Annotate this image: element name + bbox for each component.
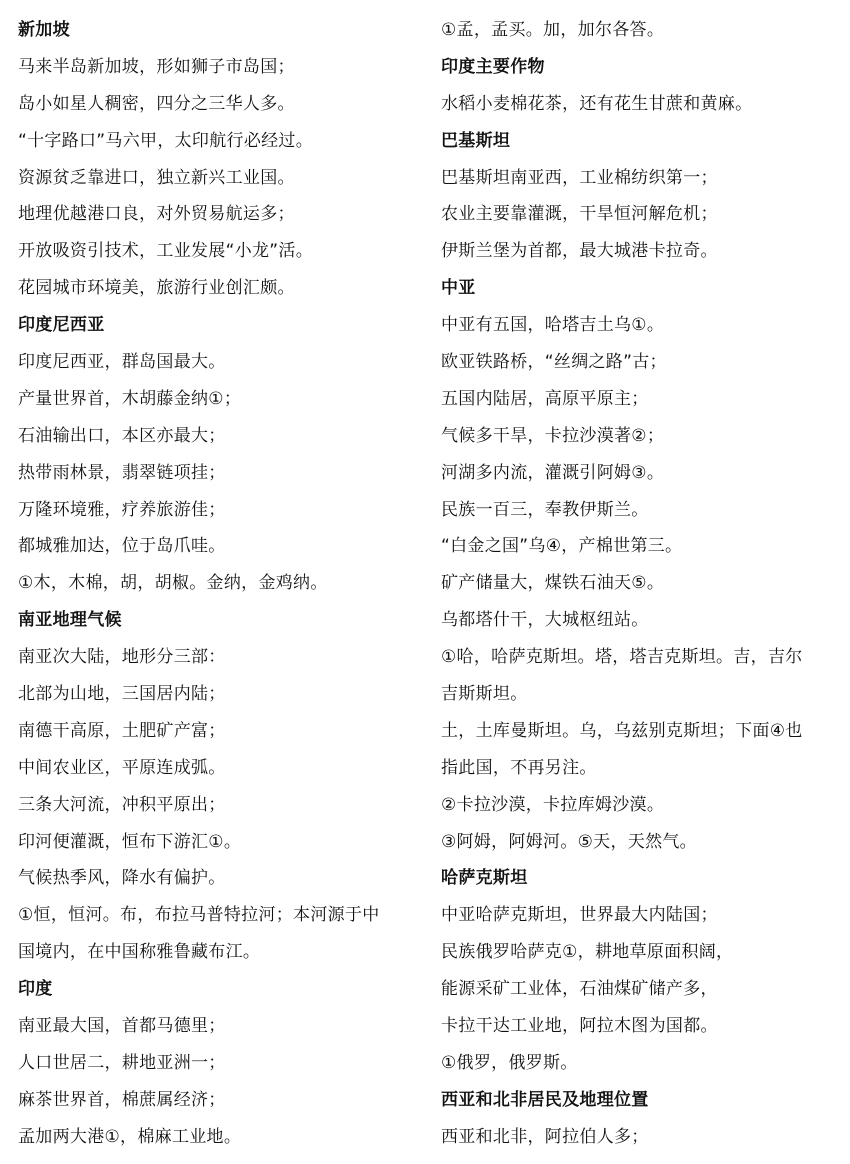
text-line: ①哈，哈萨克斯坦。塔，塔吉克斯坦。吉，吉尔 — [441, 647, 803, 668]
text-line: 吉斯斯坦。 — [441, 684, 528, 705]
text-line: 巴基斯坦南亚西，工业棉纺织第一； — [441, 167, 718, 188]
text-line: ②卡拉沙漠，卡拉库姆沙漠。 — [441, 794, 665, 815]
text-line: 西亚和北非，阿拉伯人多； — [441, 1126, 649, 1147]
text-line: 热带雨林景，翡翠链项挂； — [18, 462, 226, 483]
text-line: “十字路口”马六甲，太印航行必经过。 — [18, 130, 314, 151]
text-line: 石油输出口，本区亦最大； — [18, 425, 226, 446]
text-line: 土，土库曼斯坦。乌，乌兹别克斯坦；下面④也 — [441, 720, 803, 741]
text-line: 地理优越港口良，对外贸易航运多； — [18, 204, 295, 225]
section-heading: 中亚 — [441, 278, 476, 299]
text-line: 南亚次大陆，地形分三部： — [18, 647, 226, 668]
text-line: 能源采矿工业体，石油煤矿储产多， — [441, 979, 718, 1000]
text-line: 矿产储量大，煤铁石油天⑤。 — [441, 573, 665, 594]
text-line: ①孟，孟买。加，加尔各答。 — [441, 20, 665, 40]
text-line: 五国内陆居，高原平原主； — [441, 388, 649, 409]
text-line: 卡拉干达工业地，阿拉木图为国都。 — [441, 1016, 718, 1037]
text-line: 北部为山地，三国居内陆； — [18, 684, 226, 705]
text-line: 产量世界首，木胡藤金纳①； — [18, 388, 242, 409]
text-line: 南德干高原，土肥矿产富； — [18, 720, 226, 741]
text-line: 国境内，在中国称雅鲁藏布江。 — [18, 942, 261, 963]
section-heading: 印度 — [18, 979, 53, 1000]
text-line: 印度尼西亚，群岛国最大。 — [18, 352, 226, 373]
text-line: 中亚有五国，哈塔吉土乌①。 — [441, 315, 665, 336]
text-line: ①俄罗，俄罗斯。 — [441, 1052, 578, 1073]
text-line: 开放吸资引技术，工业发展“小龙”活。 — [18, 241, 314, 262]
section-heading: 新加坡 — [18, 20, 70, 40]
text-line: 岛小如星人稠密，四分之三华人多。 — [18, 93, 295, 114]
text-line: 人口世居二，耕地亚洲一； — [18, 1052, 226, 1073]
text-line: 中间农业区，平原连成弧。 — [18, 757, 226, 778]
text-line: 马来半岛新加坡，形如狮子市岛国； — [18, 56, 295, 77]
text-line: ①恒，恒河。布，布拉马普特拉河；本河源于中 — [18, 905, 380, 926]
text-line: 乌都塔什干，大城枢纽站。 — [441, 610, 649, 631]
text-line: 农业主要靠灌溉，干旱恒河解危机； — [441, 204, 718, 225]
text-line: 三条大河流，冲积平原出； — [18, 794, 226, 815]
right-column — [441, 12, 836, 1156]
section-heading: 西亚和北非居民及地理位置 — [441, 1089, 649, 1110]
text-line: 花园城市环境美，旅游行业创汇颇。 — [18, 278, 295, 299]
text-line: 都城雅加达，位于岛爪哇。 — [18, 536, 226, 557]
text-line: 麻茶世界首，棉蔗属经济； — [18, 1089, 226, 1110]
text-line: ③阿姆，阿姆河。⑤天，天然气。 — [441, 831, 697, 852]
section-heading: 印度主要作物 — [441, 56, 545, 77]
text-line: 气候热季风，降水有偏护。 — [18, 868, 226, 889]
text-line: 气候多干旱，卡拉沙漠著②； — [441, 425, 665, 446]
text-line: 万隆环境雅，疗养旅游佳； — [18, 499, 226, 520]
text-line: 印河便灌溉，恒布下游汇①。 — [18, 831, 242, 852]
section-heading: 南亚地理气候 — [18, 610, 122, 631]
text-line: 民族俄罗哈萨克①，耕地草原面积阔， — [441, 942, 734, 963]
text-line: ①木，木棉，胡，胡椒。金纳，金鸡纳。 — [18, 573, 328, 594]
text-line: 指此国，不再另注。 — [441, 757, 597, 778]
text-line: 资源贫乏靠进口，独立新兴工业国。 — [18, 167, 295, 188]
text-line: 民族一百三，奉教伊斯兰。 — [441, 499, 649, 520]
section-heading: 印度尼西亚 — [18, 315, 105, 336]
text-line: 中亚哈萨克斯坦，世界最大内陆国； — [441, 905, 718, 926]
text-line: 河湖多内流，灌溉引阿姆③。 — [441, 462, 665, 483]
text-line: 欧亚铁路桥，“丝绸之路”古； — [441, 352, 667, 373]
left-column — [18, 12, 418, 1156]
text-line: “白金之国”乌④，产棉世第三。 — [441, 536, 683, 557]
text-line: 南亚最大国，首都马德里； — [18, 1016, 226, 1037]
text-line: 水稻小麦棉花茶，还有花生甘蔗和黄麻。 — [441, 93, 753, 114]
section-heading: 哈萨克斯坦 — [441, 868, 528, 889]
section-heading: 巴基斯坦 — [441, 130, 511, 151]
text-line: 伊斯兰堡为首都，最大城港卡拉奇。 — [441, 241, 718, 262]
text-line: 孟加两大港①，棉麻工业地。 — [18, 1126, 242, 1147]
